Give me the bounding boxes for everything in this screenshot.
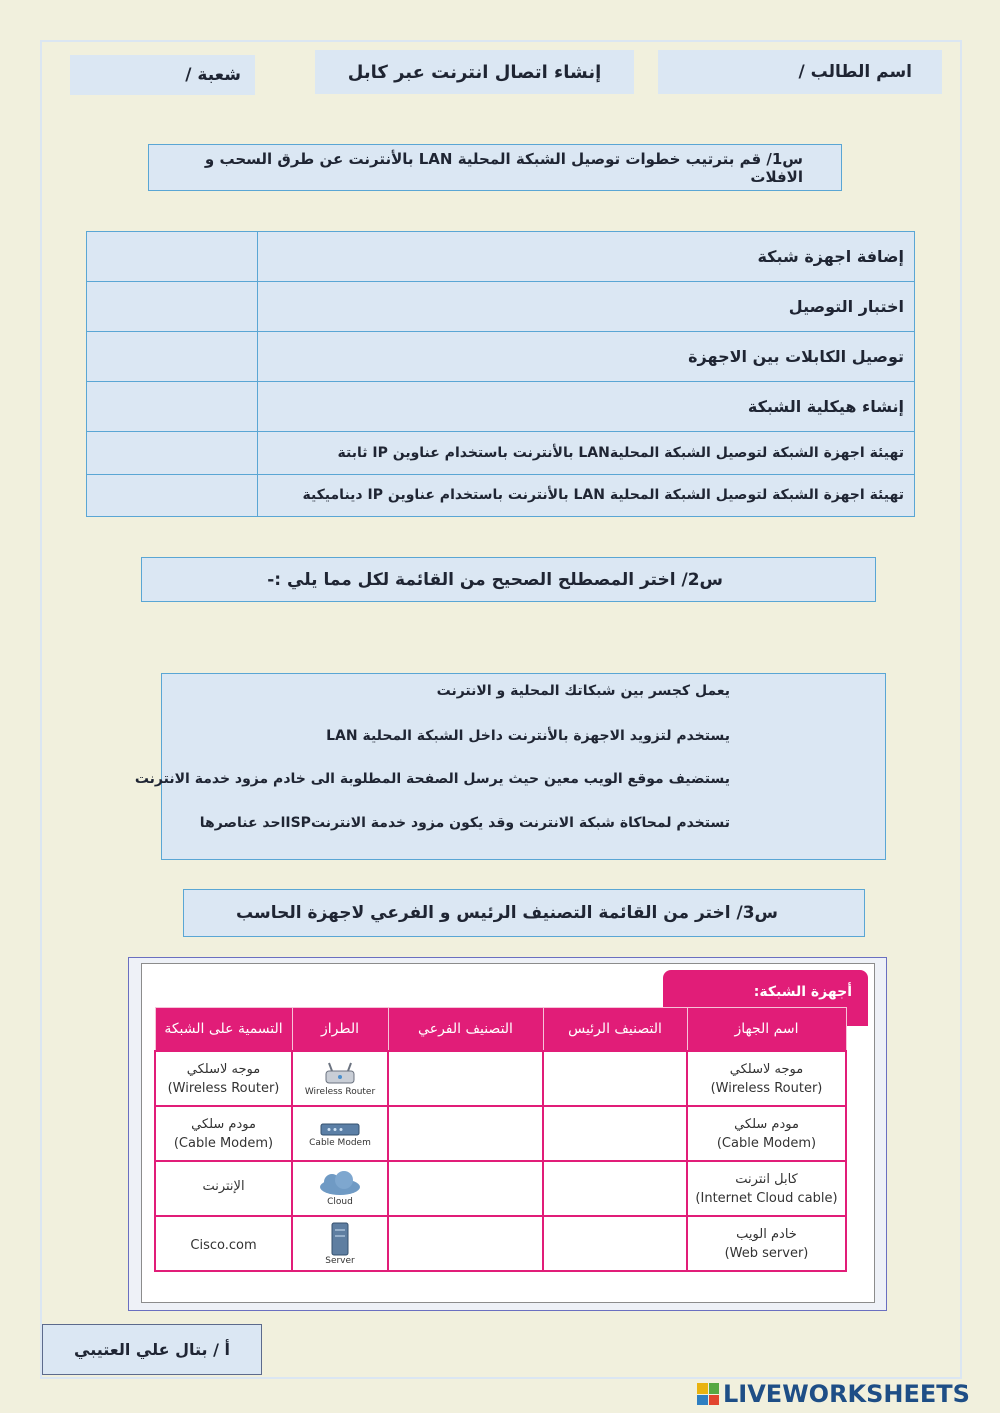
q1-steps-table: [86, 231, 915, 517]
name-en: (Internet Cloud cable): [695, 1190, 838, 1206]
col-header-sub: التصنيف الفرعي: [388, 1008, 543, 1052]
label-cell: [155, 1051, 292, 1106]
step-row[interactable]: [87, 232, 915, 282]
server-icon: [329, 1222, 351, 1256]
sub-answer-cell[interactable]: [388, 1051, 543, 1106]
label-ar: موجه لاسلكي: [186, 1061, 261, 1077]
step-row[interactable]: [87, 382, 915, 432]
label-cell: [155, 1106, 292, 1161]
col-header-model: الطراز: [292, 1008, 388, 1052]
name-cell: [687, 1216, 846, 1271]
step-text[interactable]: اختبار التوصيل: [258, 282, 915, 332]
q3-question: [183, 889, 865, 937]
table-row: [155, 1051, 846, 1106]
name-en: (Cable Modem): [716, 1135, 817, 1151]
name-ar: مودم سلكي: [734, 1116, 799, 1132]
name-cell: [687, 1161, 846, 1216]
name-cell: [687, 1106, 846, 1161]
devices-table-wrap: [154, 1007, 845, 1272]
step-text[interactable]: إنشاء هيكلية الشبكة: [258, 382, 915, 432]
teacher-name-box: [42, 1324, 262, 1375]
wireless-router-icon: [322, 1061, 358, 1087]
model-cell: [292, 1216, 388, 1271]
teacher-name: أ / بتال علي العتيبي: [74, 1340, 230, 1359]
model-caption: Cable Modem: [309, 1137, 371, 1148]
table-row: [155, 1216, 846, 1271]
main-answer-cell[interactable]: [543, 1051, 687, 1106]
page-title: [315, 50, 634, 94]
section-box[interactable]: [70, 55, 255, 95]
devices-tab-title: أجهزة الشبكة:: [753, 984, 852, 1000]
label-en: (Cable Modem): [173, 1135, 274, 1151]
drop-slot[interactable]: [87, 474, 258, 517]
sub-answer-cell[interactable]: [388, 1106, 543, 1161]
table-row: [155, 1161, 846, 1216]
label-en: Cisco.com: [190, 1238, 257, 1253]
q2-question-text: س2/ اختر المصطلح الصحيح من القائمة لكل مما يلي :-: [267, 569, 723, 590]
step-text[interactable]: توصيل الكابلات بين الاجهزة: [258, 332, 915, 382]
cloud-icon: [316, 1171, 364, 1197]
label-cell: [155, 1216, 292, 1271]
liveworksheets-logo: [697, 1378, 997, 1410]
drop-slot[interactable]: [87, 382, 258, 432]
name-ar: كابل انترنت: [735, 1171, 798, 1187]
label-ar: الإنترنت: [202, 1179, 245, 1194]
drop-slot[interactable]: [87, 432, 258, 475]
section-label: شعبة /: [185, 65, 241, 85]
liveworksheets-mark-icon: [697, 1383, 719, 1405]
devices-table: [154, 1007, 847, 1272]
student-name-box[interactable]: [658, 50, 942, 94]
name-en: (Web server): [724, 1245, 809, 1261]
definition-item: يعمل كجسر بين شبكاتك المحلية و الانترنت: [436, 683, 730, 699]
definition-item: يستضيف موقع الويب معين حيث يرسل الصفحة المطلوبة الى خادم مزود خدمة الانترنت: [134, 771, 730, 787]
name-ar: موجه لاسلكي: [729, 1061, 804, 1077]
student-name-label: اسم الطالب /: [798, 62, 912, 82]
q2-definitions: [134, 673, 886, 860]
definition-item: تستخدم لمحاكاة شبكة الانترنت وقد يكون مزود خدمة الانترنتISPاحد عناصرها: [199, 815, 730, 831]
name-ar: خادم الويب: [736, 1226, 797, 1242]
cable-modem-icon: [319, 1120, 361, 1138]
step-row[interactable]: [87, 474, 915, 517]
devices-figure-inner: [141, 963, 875, 1303]
name-cell: [687, 1051, 846, 1106]
model-caption: Cloud: [327, 1196, 353, 1207]
definition-item: يستخدم لتزويد الاجهزة بالأنترنت داخل الشبكة المحلية LAN: [326, 728, 730, 744]
step-text[interactable]: إضافة اجهزة شبكة: [258, 232, 915, 282]
label-en: (Wireless Router): [167, 1080, 280, 1096]
q1-question-text: س1/ قم بترتيب خطوات توصيل الشبكة المحلية LAN بالأنترنت عن طرق السحب و الافلات: [204, 149, 803, 186]
col-header-label: التسمية على الشبكة: [155, 1008, 292, 1052]
devices-header-row: [155, 1008, 846, 1052]
drop-slot[interactable]: [87, 282, 258, 332]
model-caption: Wireless Router: [304, 1086, 376, 1097]
main-answer-cell[interactable]: [543, 1161, 687, 1216]
model-cell: [292, 1106, 388, 1161]
page-title-text: إنشاء اتصال انترنت عبر كابل: [347, 61, 602, 83]
step-row[interactable]: [87, 332, 915, 382]
main-answer-cell[interactable]: [543, 1106, 687, 1161]
col-header-name: اسم الجهاز: [687, 1008, 846, 1052]
model-caption: Server: [325, 1255, 355, 1266]
label-cell: [155, 1161, 292, 1216]
name-en: (Wireless Router): [710, 1080, 823, 1096]
step-text[interactable]: تهيئة اجهزة الشبكة لتوصيل الشبكة المحلية LAN بالأنترنت باستخدام عناوين IP ديناميكية: [258, 474, 915, 517]
sub-answer-cell[interactable]: [388, 1216, 543, 1271]
drop-slot[interactable]: [87, 232, 258, 282]
main-answer-cell[interactable]: [543, 1216, 687, 1271]
model-cell: [292, 1051, 388, 1106]
drop-slot[interactable]: [87, 332, 258, 382]
model-cell: [292, 1161, 388, 1216]
step-text[interactable]: تهيئة اجهزة الشبكة لتوصيل الشبكة المحليةLAN بالأنترنت باستخدام عناوين IP ثابتة: [258, 432, 915, 475]
q1-question: [148, 144, 842, 191]
devices-figure: [128, 957, 887, 1311]
label-ar: مودم سلكي: [191, 1116, 256, 1132]
step-row[interactable]: [87, 282, 915, 332]
brand-text: LIVEWORKSHEETS: [723, 1380, 970, 1408]
q2-question: [141, 557, 876, 602]
col-header-main: التصنيف الرئيس: [543, 1008, 687, 1052]
table-row: [155, 1106, 846, 1161]
sub-answer-cell[interactable]: [388, 1161, 543, 1216]
q3-question-text: س3/ اختر من القائمة التصنيف الرئيس و الفرعي لاجهزة الحاسب: [236, 903, 778, 923]
step-row[interactable]: [87, 432, 915, 475]
